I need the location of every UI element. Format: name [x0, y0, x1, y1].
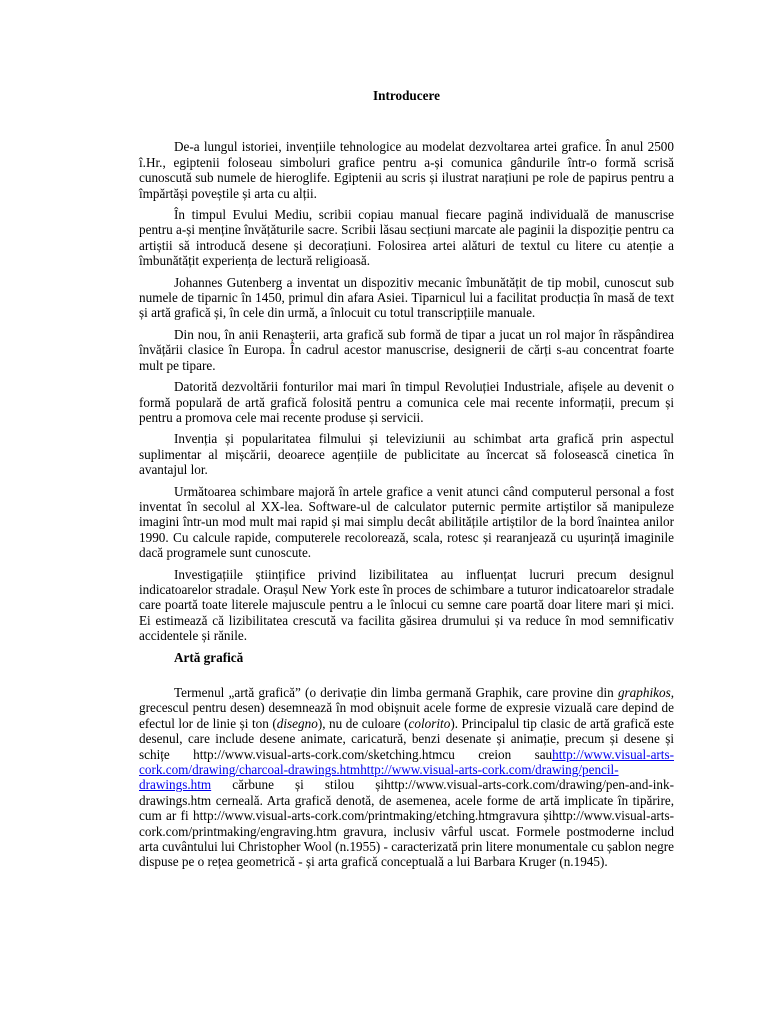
paragraph-middle-ages: În timpul Evului Mediu, scribii copiau manual fiecare pagină individuală de manuscrise pentru a-și menține învățăturile sacre. Scribii lăsau secțiuni marcate ale paginii la dispoziție pentru ca artiștii să introducă desene și decorațiuni. Folosirea artei alături de textul cu litere cu atenție a îmbunătățit experiența de lectură religioasă.: [139, 207, 674, 269]
text-segment: ), nu de culoare (: [317, 715, 409, 731]
paragraph-graphic-art-definition: [139, 685, 674, 870]
paragraph-legibility: Investigațiile științifice privind lizibilitatea au influențat lucruri precum designul indicatoarelor stradale. Orașul New York este în proces de schimbare a tuturor indicatoarelor stradale care poartă toate literele majuscule pentru a le înlocui cu semne care poartă doar litere mari și mici. Ei estimează că lizibilitatea crescută va facilita găsirea drumului și va reduce în mod semnificativ accidentele și rănile.: [139, 566, 674, 644]
paragraph-renaissance: Din nou, în anii Renașterii, arta grafică sub formă de tipar a jucat un rol major în răspândirea învățării clasice în Europa. În cadrul acestor manuscrise, designerii de cărți s-au concentrat foarte mult pe tipare.: [139, 326, 674, 373]
paragraph-film-television: Invenția și popularitatea filmului și televiziunii au schimbat arta grafică prin aspectul suplimentar al mișcării, deoarece agențiile de publicitate au încercat să folosească cinetica în avantajul lor.: [139, 431, 674, 478]
paragraph-industrial-revolution: Datorită dezvoltării fonturilor mai mari în timpul Revoluției Industriale, afișele au devenit o formă populară de artă grafică folosită pentru a comunica cele mai recente informații, precum și pentru a promova cele mai recente produse și servicii.: [139, 379, 674, 425]
paragraph-egypt: De-a lungul istoriei, invențiile tehnologice au modelat dezvoltarea artei grafice. În anul 2500 î.Hr., egiptenii foloseau simboluri grafice pentru a-și comunica gândurile într-o formă scrisă cunoscută sub numele de hieroglife. Egiptenii au scris și ilustrat narațiuni pe role de papirus pentru a împărtăși poveștile și arta cu alții.: [139, 139, 674, 201]
text-segment: Termenul „artă grafică” (o derivație din limba germană Graphik, care provine din: [174, 685, 618, 700]
document-title: Introducere: [373, 88, 440, 103]
paragraph-personal-computer: Următoarea schimbare majoră în artele grafice a venit atunci când computerul personal a fost inventat în secolul al XX-lea. Software-ul de calculator puternic permite artiștilor să manipuleze imagini într-un mod mult mai rapid și mai simplu decât abilitățile artiștilor de la bord înaintea anilor 1990. Cu calcule rapide, computerele recolorează, scala, rotesc și rearanjează cu ușurință imaginile dacă programele sunt cunoscute.: [139, 483, 674, 561]
italic-term: disegno: [276, 715, 318, 731]
text-segment: ). Principalul tip clasic de artă grafică este desenul, care include desene animate, caricatură, benzi desenate și animație, precum și desene și schițe http://www.visual-arts-cork.com/sketching.htmcu creion sau: [139, 715, 674, 762]
italic-term: colorito: [408, 715, 451, 731]
charcoal-drawings-link[interactable]: http://www.visual-arts-cork.com/drawing/charcoal-drawings.htm: [139, 746, 674, 778]
pencil-drawings-link[interactable]: http://www.visual-arts-cork.com/drawing/pencil-drawings.htm: [139, 762, 619, 793]
paragraph-gutenberg: Johannes Gutenberg a inventat un dispozitiv mecanic îmbunătățit de tip mobil, cunoscut sub numele de tiparnic în 1450, primul din afara Asiei. Tiparnicul lui a facilitat producția în masă de text și artă grafică și, în cele din urmă, a înlocuit cu totul transcripțiile manuale.: [139, 274, 674, 321]
italic-term: graphikos: [617, 685, 671, 700]
text-segment: , grecescul pentru desen) desemnează în mod obișnuit acele forme de expresie vizuală care depind de efectul lor de linie și ton (: [139, 685, 674, 731]
text-segment: cărbune și stilou șihttp://www.visual-arts-cork.com/drawing/pen-and-ink-drawings.htm cerneală. Arta grafică denotă, de asemenea, acele forme de artă implicate în tipărire, cum ar fi http://www.visual-arts-cork.com/printmaking/etching.htmgravura șihttp://www.visual-arts-cork.com/printmaking/engraving.htm gravura, inclusiv vârful uscat. Formele postmoderne includ arta cuvântului lui Christopher Wool (n.1955) - caracterizată prin litere monumentale cu șablon negre dispuse pe o rețea geometrică - și arta grafică conceptuală a lui Barbara Kruger (n.1945).: [139, 777, 674, 870]
section-heading-graphic-art: Artă grafică: [174, 649, 244, 665]
